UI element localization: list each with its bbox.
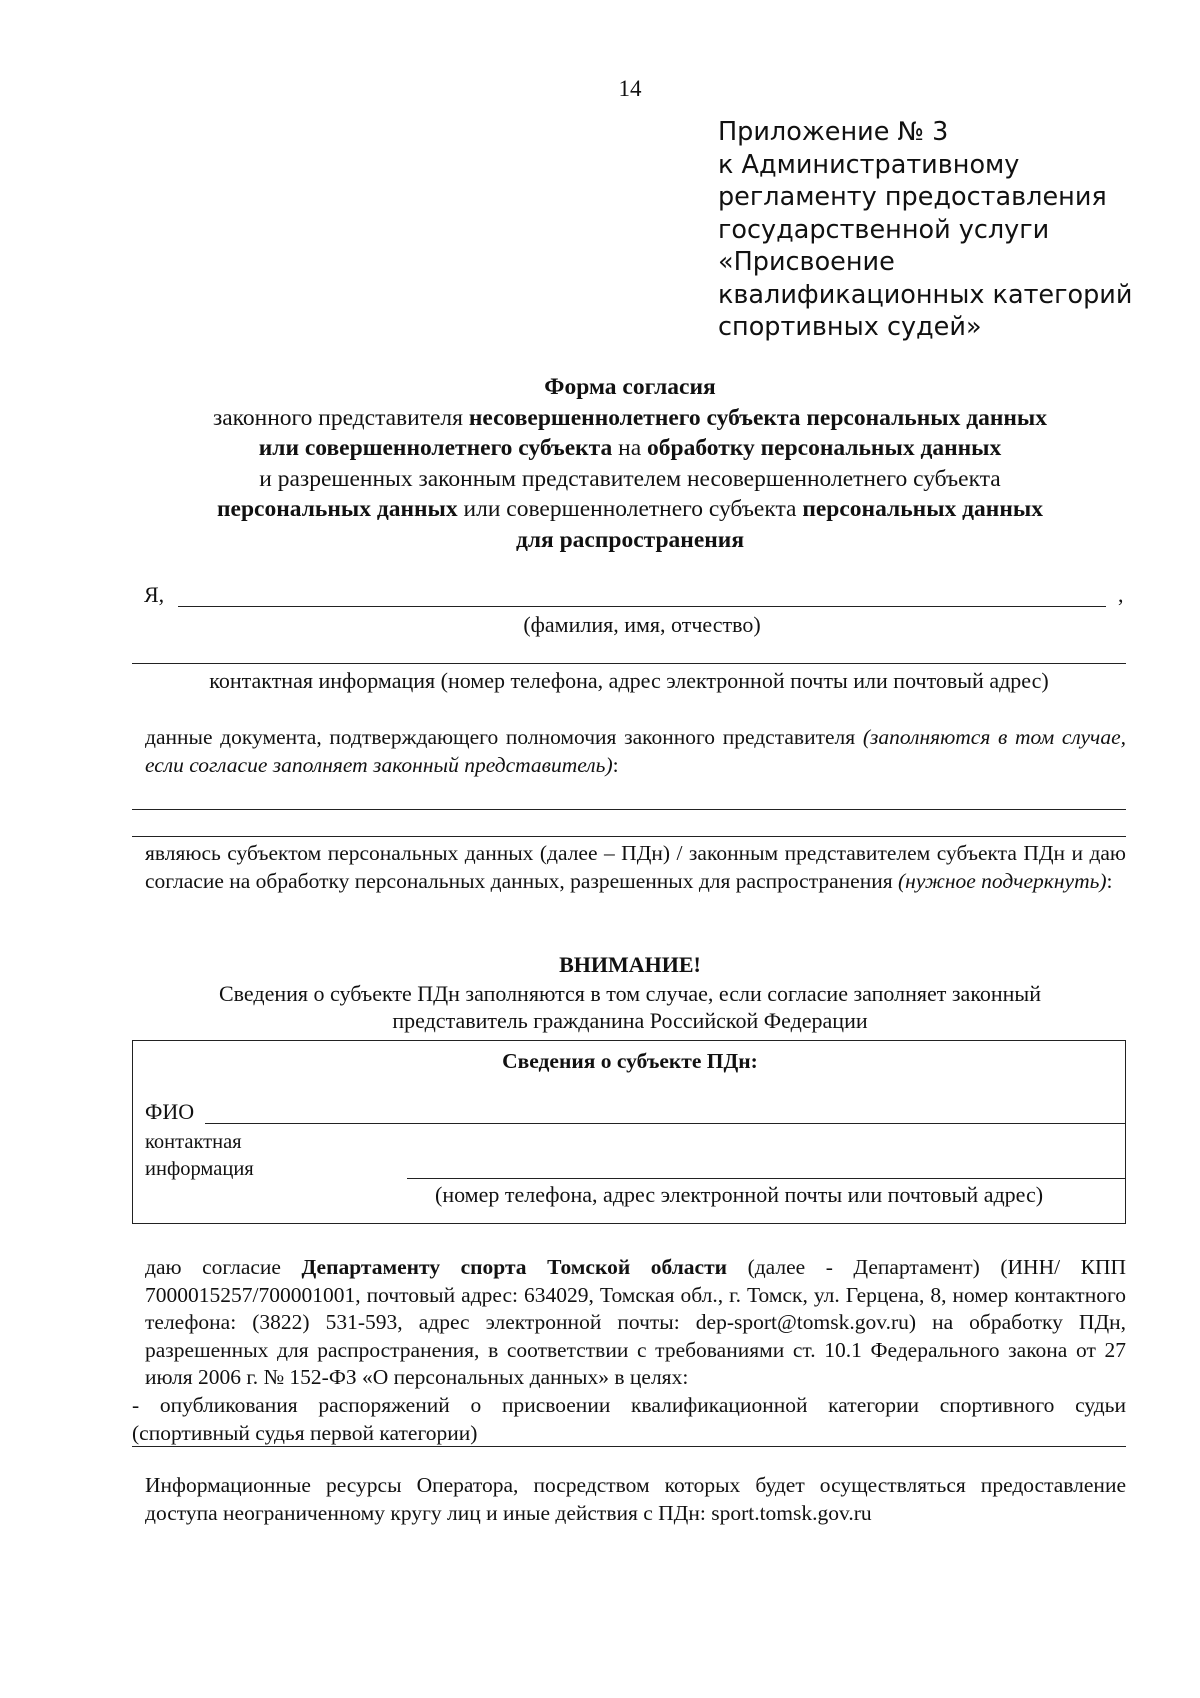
annex-line: Приложение № 3 — [718, 117, 949, 147]
consent-text: даю согласие — [145, 1255, 302, 1279]
title-heading: Форма согласия — [544, 374, 716, 400]
title-bold: персональных данных — [216, 496, 458, 522]
form-title — [130, 372, 1130, 555]
page-number: 14 — [618, 76, 642, 101]
title-bold: обработку персональных данных — [647, 435, 1002, 461]
contact-label-line: контактная — [145, 1131, 242, 1153]
doc-data-input-line-2[interactable] — [132, 836, 1126, 837]
annex-line: государственной услуги — [718, 214, 1050, 245]
contact-caption: контактная информация (номер телефона, адрес электронной почты или почтовый адрес) — [209, 668, 1049, 693]
title-bold: или совершеннолетнего субъекта — [258, 435, 613, 461]
doc-data-text — [145, 724, 1126, 779]
subject-fio-input-line[interactable] — [205, 1123, 1125, 1124]
subject-statement-note: (нужное подчеркнуть) — [898, 868, 1107, 893]
title-text: законного представителя — [212, 404, 469, 431]
annex-line: квалификационных категорий — [718, 279, 1133, 310]
annex-line: регламенту предоставления — [718, 182, 1107, 212]
title-bold: персональных данных — [802, 496, 1043, 522]
contact-label-line: информация — [145, 1158, 254, 1180]
attention-heading: ВНИМАНИЕ! — [559, 952, 701, 977]
title-text: и разрешенных законным представителем несовершеннолетнего субъекта — [259, 465, 1001, 492]
doc-data-colon: : — [612, 752, 619, 777]
annex-line: к Административному — [718, 149, 1020, 180]
attention-line-1: Сведения о субъекте ПДн заполняются в том случае, если согласие заполняет законный — [218, 981, 1041, 1006]
fio-input-line[interactable] — [178, 606, 1106, 607]
consent-text: (далее - Департамент) (ИНН/ КПП 7000015257/700001001, почтовый адрес: 634029, Томская обл., г. Томск, ул. Герцена, 8, номер контактного телефона: (3822) 531-593, адрес электронной почты: dep-sport@tomsk.gov.ru) на обработку ПДн, разрешенных для распространения, в соответствии с требованиями ст. 10.1 Федерального закона от 27 июля 2006 г. № 152-ФЗ «О персональных данных» в целях: — [145, 1255, 1126, 1389]
title-text: или совершеннолетнего субъекта — [457, 496, 803, 522]
annex-block — [718, 116, 1138, 344]
resources-paragraph: Информационные ресурсы Оператора, посредством которых будет осуществляться предоставление доступа неограниченному кругу лиц и иные действия с ПДн: sport.tomsk.gov.ru — [145, 1473, 1126, 1525]
subject-box-heading: Сведения о субъекте ПДн: — [502, 1049, 758, 1073]
consent-department: Департаменту спорта Томской области — [301, 1255, 728, 1279]
contact-input-line[interactable] — [132, 663, 1126, 664]
annex-line: спортивных судей» — [718, 312, 982, 342]
contact-label — [145, 1129, 254, 1183]
doc-data-main: данные документа, подтверждающего полномочия законного представителя — [145, 725, 863, 749]
consent-paragraph — [145, 1254, 1126, 1392]
subject-info-box — [132, 1040, 1126, 1224]
title-text: на — [612, 435, 648, 461]
subject-statement-main: являюсь субъектом персональных данных (далее – ПДн) / законным представителем субъекта ПДн и даю согласие на обработку персональных данных, разрешенных для распространения — [145, 841, 1126, 893]
consent-purpose: - опубликования распоряжений о присвоении квалификационной категории спортивного судьи (спортивный судья первой категории) — [132, 1393, 1126, 1445]
subject-statement — [145, 840, 1126, 895]
fio-caption: (фамилия, имя, отчество) — [523, 612, 761, 637]
attention-line-2: представитель гражданина Российской Федерации — [392, 1008, 868, 1033]
subject-statement-colon: : — [1106, 868, 1113, 893]
ya-comma: , — [1118, 582, 1124, 607]
title-bold: для распространения — [515, 526, 745, 553]
doc-data-input-line[interactable] — [132, 809, 1126, 810]
title-bold: несовершеннолетнего субъекта персональных данных — [468, 404, 1048, 431]
doc-data-note: (заполняются в том случае, если согласие заполняет законный представитель) — [145, 725, 1126, 777]
fio-label: ФИО — [145, 1099, 195, 1124]
ya-label: Я, — [144, 582, 165, 607]
purpose-underline — [132, 1446, 1126, 1447]
subject-contact-input-line[interactable] — [407, 1178, 1125, 1179]
subject-contact-caption: (номер телефона, адрес электронной почты или почтовый адрес) — [435, 1182, 1044, 1207]
annex-line: «Присвоение — [718, 247, 895, 277]
